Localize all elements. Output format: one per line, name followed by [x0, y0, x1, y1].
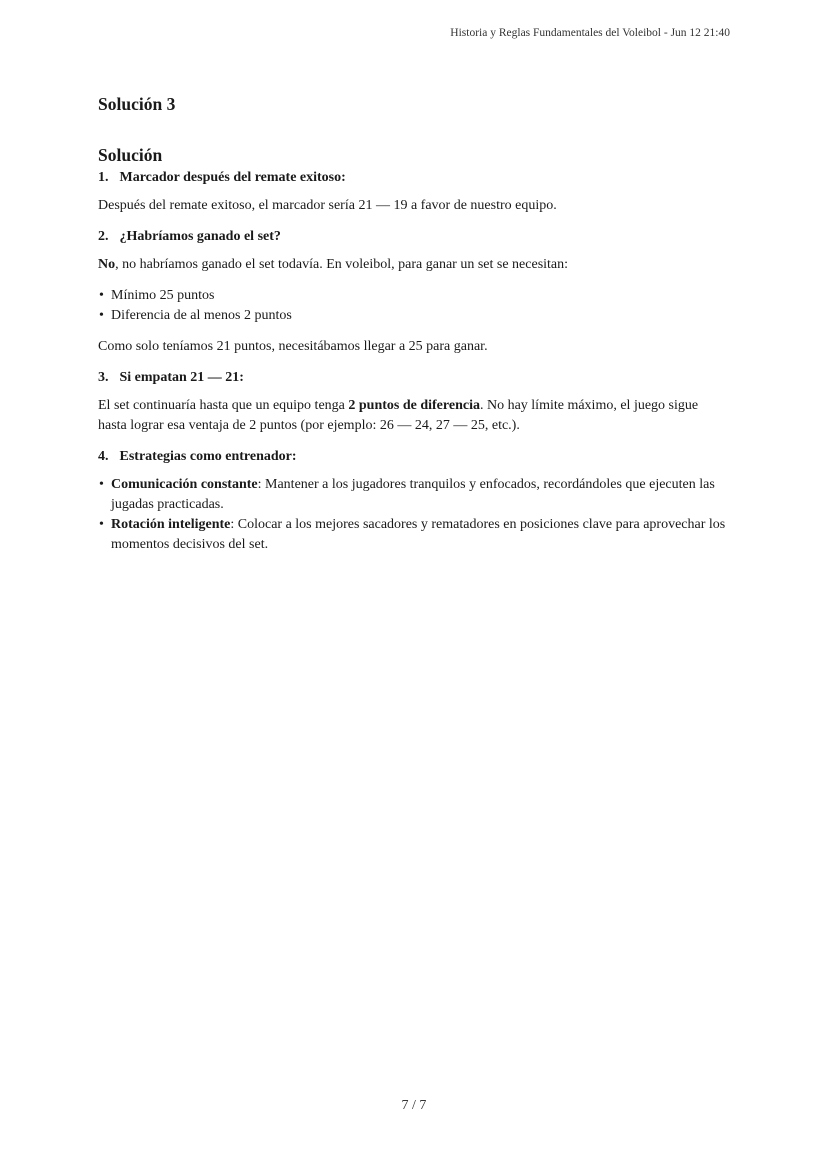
question-2-title: ¿Habríamos ganado el set?	[119, 229, 281, 244]
question-1-heading	[98, 168, 730, 188]
list-item	[98, 475, 730, 515]
strategy-2-text: : Colocar a los mejores sacadores y rematadores en posiciones clave para aprovechar los momentos decisivos del set.	[111, 517, 726, 552]
question-3-text-b: . No hay límite máximo, el juego sigue hasta lograr esa ventaja de 2 puntos (por ejemplo: 26 — 24, 27 — 25, etc.).	[98, 398, 699, 433]
strategy-1-bold: Comunicación constante	[111, 477, 258, 492]
list-item: • Mínimo 25 puntos	[98, 286, 730, 306]
question-1-title: Marcador después del remate exitoso:	[119, 170, 346, 185]
question-3-title: Si empatan 21 — 21:	[119, 370, 244, 385]
strategy-2-bold: Rotación inteligente	[111, 517, 231, 532]
question-1-number: 1.	[98, 170, 109, 185]
question-4-title: Estrategias como entrenador:	[119, 449, 297, 464]
question-2-answer	[98, 255, 730, 275]
question-3-answer	[98, 396, 730, 436]
question-4-heading	[98, 447, 730, 467]
section-title: Solución 3	[98, 94, 176, 114]
page-number: 7 / 7	[401, 1098, 427, 1113]
list-item	[98, 515, 730, 555]
question-2-lead-rest: , no habríamos ganado el set todavía. En voleibol, para ganar un set se necesitan:	[115, 257, 569, 272]
question-2-number: 2.	[98, 229, 109, 244]
strategy-1-text: : Mantener a los jugadores tranquilos y enfocados, recordándoles que ejecuten las jugadas practicadas.	[111, 477, 715, 512]
question-2-lead-bold: No	[98, 257, 116, 272]
document-body	[98, 92, 730, 566]
question-3-text-bold: 2 puntos de diferencia	[348, 398, 480, 413]
question-2-conclusion: Como solo teníamos 21 puntos, necesitábamos llegar a 25 para ganar.	[98, 339, 488, 354]
page-header: Historia y Reglas Fundamentales del Voleibol - Jun 12 21:40	[450, 27, 730, 39]
section-subtitle: Solución	[98, 145, 163, 165]
question-4-number: 4.	[98, 449, 109, 464]
question-2-list	[98, 286, 730, 326]
question-1-answer: Después del remate exitoso, el marcador sería 21 — 19 a favor de nuestro equipo.	[98, 198, 557, 213]
question-4-list	[98, 475, 730, 555]
list-item: • Diferencia de al menos 2 puntos	[98, 306, 730, 326]
question-3-number: 3.	[98, 370, 109, 385]
question-2-heading	[98, 227, 730, 247]
question-3-heading	[98, 368, 730, 388]
question-3-text-a: El set continuaría hasta que un equipo tenga	[98, 398, 349, 413]
